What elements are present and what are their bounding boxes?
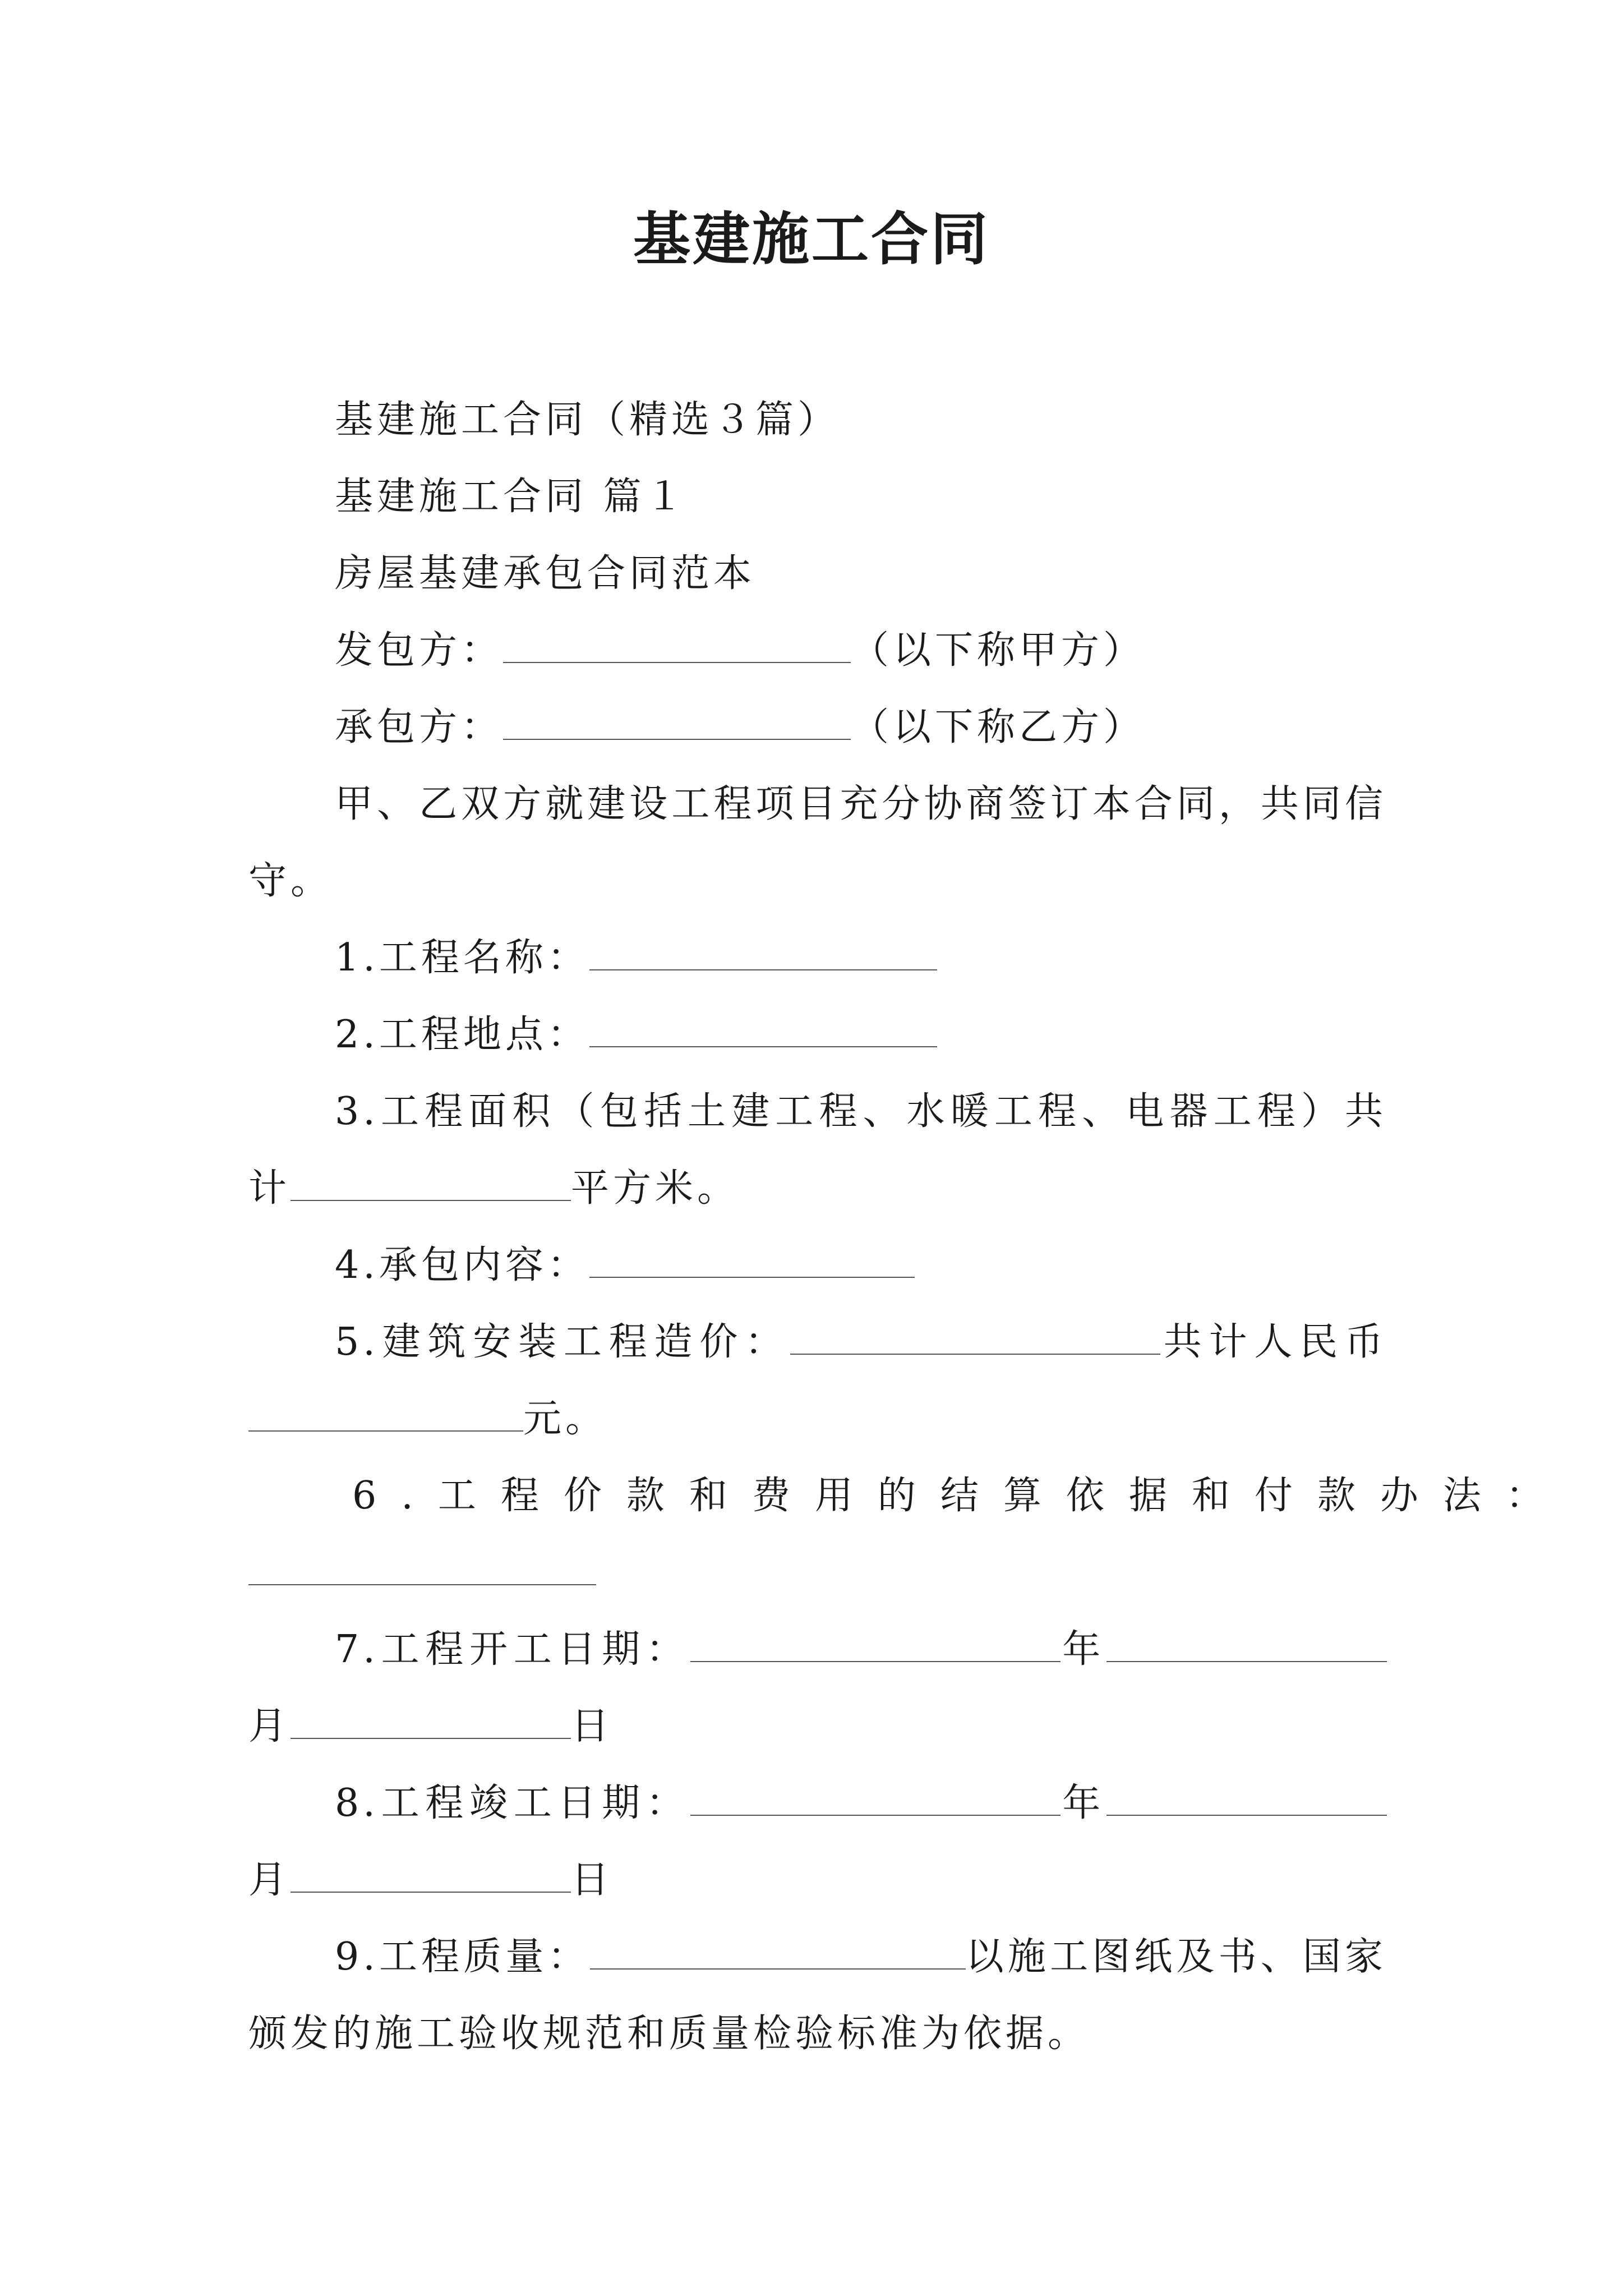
item-7-month-blank [1106,1627,1387,1662]
document-body [248,381,1569,2072]
item-3 [248,1073,1387,1227]
party-a-line [248,612,1387,689]
item-7-day: 日 [571,1704,614,1749]
document-title: 基建施工合同 [633,206,990,273]
item-8-day-blank [291,1858,571,1893]
item-7-year-blank [690,1627,1061,1662]
item-9-suffix: 以施工图纸及书、国家颁发的施工验收规范和质量检验标准为依据。 [248,1935,1387,2056]
item-5-mid: 共计人民币 [1160,1320,1387,1364]
item-7-month: 月 [248,1704,291,1749]
item-8-month: 月 [248,1858,291,1902]
item-4-label: 4.承包内容： [335,1243,589,1287]
item-3-blank [291,1166,571,1201]
item-9 [248,1918,1387,2072]
item-1 [248,919,1387,996]
section-heading: 基建施工合同 篇１ [335,475,688,519]
item-5 [248,1304,1387,1457]
intro-paragraph: 甲、乙双方就建设工程项目充分协商签订本合同，共同信守。 [248,782,1387,903]
item-2 [248,996,1387,1073]
party-a-suffix: （以下称甲方） [851,628,1146,673]
item-5-rmb-blank [248,1397,523,1432]
party-b-line [248,689,1387,766]
item-8-year: 年 [1060,1781,1106,1825]
item-8-month-blank [1106,1781,1387,1816]
item-3-prefix: 3.工程面积（包括土建工程、水暖工程、电器工程）共计 [248,1089,1387,1211]
party-a-blank [503,628,851,663]
item-5-suffix: 元。 [523,1397,608,1441]
document-name: 房屋基建承包合同范本 [335,551,756,596]
item-4 [248,1227,1387,1304]
item-2-label: 2.工程地点： [335,1013,589,1057]
party-a-label: 发包方： [335,628,504,673]
item-7 [248,1611,1387,1765]
party-b-blank [503,705,851,740]
item-5-prefix: 5.建筑安装工程造价： [335,1320,790,1364]
item-9-blank [590,1935,966,1970]
item-8-day: 日 [571,1858,614,1902]
item-7-day-blank [291,1704,571,1739]
item-8-year-blank [690,1781,1061,1816]
party-b-label: 承包方： [335,705,504,749]
item-9-prefix: 9.工程质量： [335,1935,590,1979]
item-7-year: 年 [1060,1627,1106,1672]
item-1-blank [589,936,937,970]
item-8 [248,1765,1387,1918]
item-8-prefix: 8.工程竣工日期： [335,1781,690,1825]
item-6: 6.工程价款和费用的结算依据和付款办法： [352,1474,1569,1518]
item-3-suffix: 平方米。 [571,1166,740,1211]
item-6-blank-line [248,1534,1387,1611]
party-b-suffix: （以下称乙方） [851,705,1146,749]
item-5-amount-blank [790,1320,1160,1355]
item-2-blank [589,1013,937,1047]
item-7-prefix: 7.工程开工日期： [335,1627,690,1672]
item-1-label: 1.工程名称： [335,936,589,980]
item-6-blank [248,1550,596,1585]
item-4-blank [589,1243,915,1278]
subtitle: 基建施工合同（精选３篇） [335,398,840,442]
